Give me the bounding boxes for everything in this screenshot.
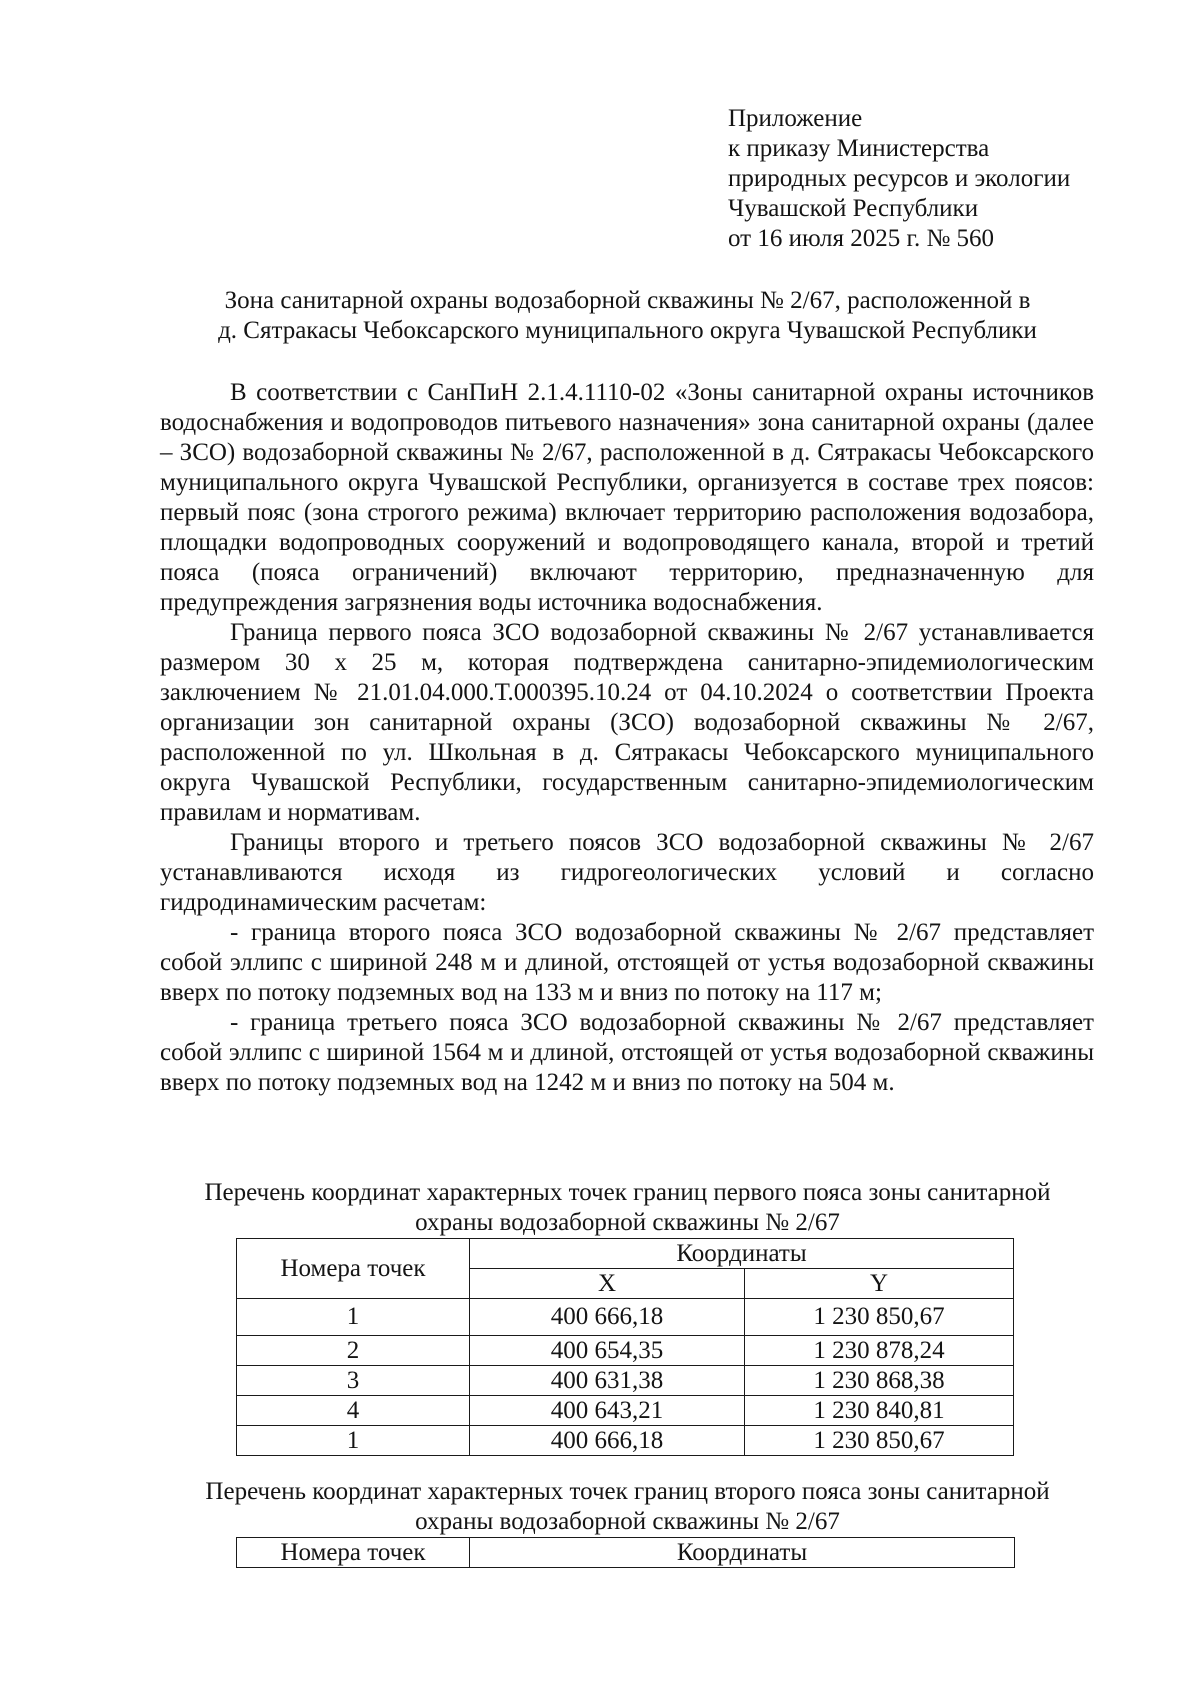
- list-item: - граница второго пояса ЗСО водозаборной скважины № 2/67 представляет собой эллипс с шириной 248 м и длиной, отстоящей от устья водозаборной скважины вверх по потоку подземных вод на 133 м и вниз по потоку на 117 м;: [160, 919, 1094, 1006]
- cell-point: 4: [237, 1396, 470, 1426]
- cell-y: 1 230 840,81: [745, 1396, 1014, 1426]
- paragraph: Граница первого пояса ЗСО водозаборной скважины № 2/67 устанавливается размером 30 х 25 м, которая подтверждена санитарно-эпидемиологическим заключением № 21.01.04.000.Т.000395.10.24 от 04.10.2024 о соответствии Проекта организации зон санитарной охраны (ЗСО) водозаборной скважины № 2/67, расположенной по ул. Школьная в д. Сятракасы Чебоксарского муниципального округа Чувашской Республики, государственным санитарно-эпидемиологическим правилам и нормативам.: [160, 619, 1094, 826]
- cell-y: 1 230 878,24: [745, 1336, 1014, 1366]
- title-line: д. Сятракасы Чебоксарского муниципального округа Чувашской Республики: [218, 317, 1037, 344]
- header-y: Y: [745, 1269, 1014, 1299]
- header-points: Номера точек: [237, 1538, 470, 1568]
- cell-x: 400 666,18: [470, 1299, 745, 1336]
- header-coords: Координаты: [470, 1239, 1014, 1269]
- table1-caption: [160, 1178, 1095, 1238]
- table-row: [237, 1299, 1014, 1336]
- list-item: - граница третьего пояса ЗСО водозаборной скважины № 2/67 представляет собой эллипс с шириной 1564 м и длиной, отстоящей от устья водозаборной скважины вверх по потоку подземных вод на 1242 м и вниз по потоку на 504 м.: [160, 1009, 1094, 1096]
- paragraph: Границы второго и третьего поясов ЗСО водозаборной скважины № 2/67 устанавливаются исходя из гидрогеологических условий и согласно гидродинамическим расчетам:: [160, 829, 1094, 916]
- cell-x: 400 654,35: [470, 1336, 745, 1366]
- appendix-line: к приказу Министерства: [728, 135, 990, 162]
- cell-x: 400 643,21: [470, 1396, 745, 1426]
- cell-y: 1 230 868,38: [745, 1366, 1014, 1396]
- caption-line: охраны водозаборной скважины № 2/67: [415, 1508, 840, 1535]
- table-row: [237, 1366, 1014, 1396]
- appendix-line: Чувашской Республики: [728, 195, 979, 222]
- appendix-line: Приложение: [728, 105, 863, 132]
- cell-y: 1 230 850,67: [745, 1299, 1014, 1336]
- table2-caption: [160, 1477, 1095, 1537]
- cell-x: 400 666,18: [470, 1426, 745, 1456]
- caption-line: Перечень координат характерных точек границ второго пояса зоны санитарной: [205, 1478, 1050, 1505]
- table-row: [237, 1426, 1014, 1456]
- document-title: [160, 286, 1095, 346]
- paragraph: В соответствии с СанПиН 2.1.4.1110-02 «Зоны санитарной охраны источников водоснабжения и водопроводов питьевого назначения» зона санитарной охраны (далее – ЗСО) водозаборной скважины № 2/67, расположенной в д. Сятракасы Чебоксарского муниципального округа Чувашской Республики, организуется в составе трех поясов: первый пояс (зона строгого режима) включает территорию расположения водозабора, площадки водопроводных сооружений и водопроводящего канала, второй и третий пояса (пояса ограничений) включают территорию, предназначенную для предупреждения загрязнения воды источника водоснабжения.: [160, 379, 1094, 616]
- title-line: Зона санитарной охраны водозаборной скважины № 2/67, расположенной в: [224, 287, 1031, 314]
- header-x: X: [470, 1269, 745, 1299]
- table-header-row: [237, 1239, 1014, 1269]
- table-row: [237, 1396, 1014, 1426]
- header-points: Номера точек: [237, 1239, 470, 1299]
- header-coords: Координаты: [470, 1538, 1015, 1568]
- cell-y: 1 230 850,67: [745, 1426, 1014, 1456]
- cell-point: 2: [237, 1336, 470, 1366]
- appendix-line: природных ресурсов и экологии: [728, 165, 1071, 192]
- table2-coordinates: [236, 1537, 1015, 1568]
- cell-point: 1: [237, 1426, 470, 1456]
- cell-point: 3: [237, 1366, 470, 1396]
- table1-coordinates: [236, 1238, 1014, 1456]
- document-body: [160, 378, 1094, 1098]
- cell-point: 1: [237, 1299, 470, 1336]
- appendix-header: [728, 104, 1168, 254]
- table-header-row: [237, 1538, 1015, 1568]
- cell-x: 400 631,38: [470, 1366, 745, 1396]
- table-row: [237, 1336, 1014, 1366]
- caption-line: охраны водозаборной скважины № 2/67: [415, 1209, 840, 1236]
- caption-line: Перечень координат характерных точек границ первого пояса зоны санитарной: [204, 1179, 1051, 1206]
- appendix-line: от 16 июля 2025 г. № 560: [728, 225, 995, 252]
